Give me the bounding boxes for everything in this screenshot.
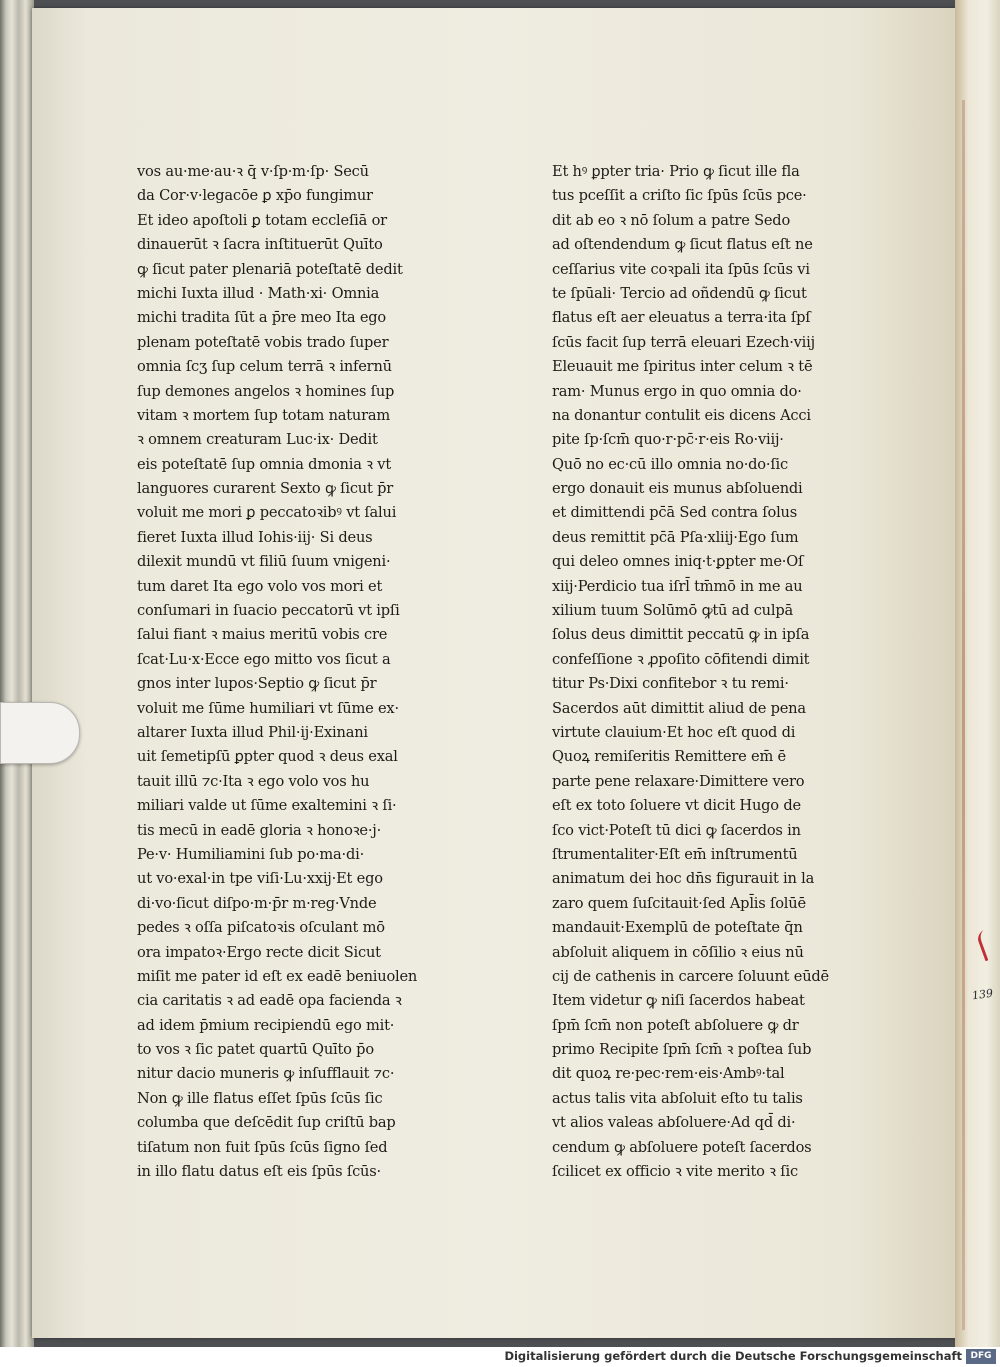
text-line: tum daret Ita ego volo vos mori et: [137, 577, 383, 595]
text-line: tauit illū ⁊c·Ita ꝛ ego volo vos hu: [137, 772, 370, 790]
text-line: columba que deſcēdit ſup criſtū bap: [137, 1114, 396, 1132]
text-line: ram· Munus ergo in quo omnia do·: [552, 382, 802, 400]
text-line: ꝛ omnem creaturam Luc·ix· Dedit: [137, 431, 378, 449]
text-line: dilexit mundū vt filiū ſuum vnigeni·: [137, 553, 391, 571]
text-line: abſoluit aliquem in cōſilio ꝛ eius nū: [552, 943, 804, 961]
text-line: na donantur contulit eis dicens Acci: [552, 406, 811, 424]
text-line: ut vo·exal·in tpe viſi·Lu·xxij·Et ego: [137, 870, 383, 888]
text-line: ſpm̄ ſcm̄ non poteſt abſoluere ꝙ dr: [552, 1016, 799, 1034]
text-line: gnos inter lupos·Septio ꝙ ſicut p̄r: [137, 675, 377, 693]
page-edges: [0, 0, 34, 1347]
text-line: ad oſtendendum ꝙ ſicut flatus eſt ne: [552, 236, 813, 254]
text-line: vt alios valeas abſoluere·Ad qd̄ di·: [552, 1114, 796, 1132]
text-line: in illo flatu datus eſt eis ſpūs ſcūs·: [137, 1163, 381, 1181]
text-line: flatus eſt aer eleuatus a terra·ita ſpſ: [552, 309, 811, 327]
text-line: languores curarent Sexto ꝙ ſicut p̄r: [137, 480, 394, 498]
text-line: plenam poteſtatē vobis trado ſuper: [137, 333, 389, 351]
text-line: Item videtur ꝙ niſi ſacerdos habeat: [552, 992, 805, 1010]
text-line: ad idem p̄mium recipiendū ego mit·: [137, 1016, 395, 1034]
left-text-column: [137, 160, 459, 1184]
text-line: confeſſione ꝛ ꝓpoſito cōfitendi dimit: [552, 650, 810, 668]
text-line: tiſatum non fuit ſpūs ſcūs ſigno ſed: [137, 1138, 388, 1156]
right-text-column: [552, 160, 874, 1184]
text-line: Pe·v· Humiliamini ſub po·ma·di·: [137, 845, 365, 863]
text-line: Quoꝝ remiſeritis Remittere em̄ ē: [552, 748, 786, 766]
text-line: ſup demones angelos ꝛ homines ſup: [137, 382, 395, 400]
text-line: tis mecū in eadē gloria ꝛ honoꝛe·j·: [137, 821, 382, 839]
text-line: ceſſarius vite coꝛpali ita ſpūs ſcūs vi: [552, 260, 810, 278]
text-line: Et hꝰ ꝑpter tria· Prio ꝙ ſicut ille fla: [552, 163, 800, 180]
text-line: miliari valde ut ſūme exaltemini ꝛ ſi·: [137, 797, 397, 815]
text-line: michi tradita ſūt a p̄re meo Ita ego: [137, 309, 387, 327]
text-line: pedes ꝛ oſſa piſcatoꝛis oſculant mō: [137, 919, 385, 937]
text-line: ſalui fiant ꝛ maius meritū vobis cre: [137, 626, 388, 644]
text-line: vos au·me·au·ꝛ q̄ v·ſp·m·ſp· Secū: [137, 163, 369, 180]
text-line: deus remittit pc̄ā Pſa·xliij·Ego ſum: [552, 528, 799, 546]
text-line: uit ſemetipſū ꝑpter quod ꝛ deus exal: [137, 748, 398, 766]
margin-folio-number: 139: [971, 986, 994, 1003]
text-line: cia caritatis ꝛ ad eadē opa facienda ꝛ: [137, 992, 402, 1010]
text-line: ſolus deus dimittit peccatū ꝙ in ipſa: [552, 626, 810, 644]
text-line: ꝙ ſicut pater plenariā poteſtatē dedit: [137, 260, 403, 278]
text-line: qui deleo omnes iniq·t·ꝑpter me·Oſ: [552, 553, 804, 571]
text-line: Non ꝙ ille flatus eſſet ſpūs ſcūs ſic: [137, 1089, 383, 1107]
text-line: omnia ſcʒ ſup celum terrā ꝛ infernū: [137, 358, 392, 376]
text-line: ora impatoꝛ·Ergo recte dicit Sicut: [137, 943, 381, 961]
text-line: Quō no ec·cū illo omnia no·do·ſic: [552, 455, 788, 473]
text-line: animatum dei hoc dn̄s figurauit in la: [552, 870, 815, 888]
text-line: Sacerdos aūt dimittit aliud de pena: [552, 699, 806, 717]
text-line: dinauerūt ꝛ ſacra inſtituerūt Quīto: [137, 236, 383, 254]
text-line: ſcat·Lu·x·Ecce ego mitto vos ſicut a: [137, 650, 391, 668]
footer-credit: Digitalisierung gefördert durch die Deutsche Forschungsgemeinschaft: [504, 1349, 962, 1363]
text-line: voluit me mori ꝑ peccatoꝛibꝰ vt ſalui: [137, 504, 397, 522]
text-line: fieret Iuxta illud Iohis·iij· Si deus: [137, 528, 373, 546]
text-line: ſcilicet ex officio ꝛ vite merito ꝛ ſic: [552, 1163, 798, 1181]
text-line: Eleuauit me ſpiritus inter celum ꝛ tē: [552, 358, 813, 376]
text-line: ſco vict·Poteſt tū dici ꝙ ſacerdos in: [552, 821, 801, 839]
text-line: parte pene relaxare·Dimittere vero: [552, 772, 805, 790]
text-line: mandauit·Exemplū de poteſtate q̄n: [552, 919, 803, 937]
text-line: te ſpūali· Tercio ad oñdendū ꝙ ſicut: [552, 284, 807, 302]
text-line: eſt ex toto ſoluere vt dicit Hugo de: [552, 797, 801, 815]
text-line: cendum ꝙ abſoluere poteſt ſacerdos: [552, 1138, 812, 1156]
text-line: cij de cathenis in carcere ſoluunt eūdē: [552, 967, 829, 985]
text-line: zaro quem ſuſcitauit·ſed Apl̄is ſolūē: [552, 894, 806, 912]
text-line: voluit me ſūme humiliari vt ſūme ex·: [137, 699, 399, 717]
text-line: ſcūs facit ſup terrā eleuari Ezech·viij: [552, 333, 815, 351]
text-line: nitur dacio muneris ꝙ inſufflauit ⁊c·: [137, 1065, 395, 1083]
text-line: et dimittendi pc̄ā Sed contra ſolus: [552, 504, 798, 522]
text-line: titur Ps·Dixi confitebor ꝛ tu remi·: [552, 675, 789, 693]
text-line: ſtrumentaliter·Eſt em̄ inſtrumentū: [552, 845, 798, 863]
text-line: primo Recipite ſpm̄ ſcm̄ ꝛ poſtea ſub: [552, 1041, 812, 1059]
text-line: eis poteſtatē ſup omnia dmonia ꝛ vt: [137, 455, 392, 473]
text-line: vitam ꝛ mortem ſup totam naturam: [137, 406, 391, 424]
text-line: da Cor·v·legacōe ꝑ xp̄o fungimur: [137, 187, 373, 205]
text-line: di·vo·ſicut diſpo·m·p̄r m·reg·Vnde: [137, 894, 377, 912]
text-line: dit ab eo ꝛ nō ſolum a patre Sedo: [552, 211, 791, 229]
text-line: michi Iuxta illud · Math·xi· Omnia: [137, 284, 380, 302]
text-line: xilium tuum Solūmō ꝙtū ad culpā: [552, 602, 793, 620]
text-line: Et ideo apoſtoli ꝑ totam eccleſiā or: [137, 211, 387, 229]
bookmark-tab: [0, 702, 80, 764]
gutter-binding-line: [962, 100, 965, 1330]
footer-bar: [0, 1347, 1000, 1367]
text-line: xiij·Perdicio tua iſrl̄ tm̄mō in me au: [552, 577, 803, 595]
text-line: virtute clauium·Et hoc eſt quod di: [552, 723, 796, 741]
text-line: ergo donauit eis munus abſoluendi: [552, 480, 803, 498]
text-line: conſumari in ſuacio peccatorū vt ipſi: [137, 602, 400, 620]
text-line: tus pceſſit a criſto ſic ſpūs ſcūs pce·: [552, 187, 807, 205]
text-line: miſit me pater id eſt ex eadē beniuolen: [137, 967, 418, 985]
text-line: pite ſp·ſcm̄ quo·r·pc̄·r·eis Ro·viij·: [552, 431, 784, 449]
text-line: dit quoꝝ re·pec·rem·eis·Ambꝰ·tal: [552, 1065, 785, 1083]
text-line: actus talis vita abſoluit eſto tu talis: [552, 1089, 803, 1107]
text-line: altarer Iuxta illud Phil·ij·Exinani: [137, 723, 368, 741]
dfg-logo-icon: DFG: [966, 1349, 996, 1364]
text-line: to vos ꝛ ſic patet quartū Quīto p̄o: [137, 1041, 374, 1059]
